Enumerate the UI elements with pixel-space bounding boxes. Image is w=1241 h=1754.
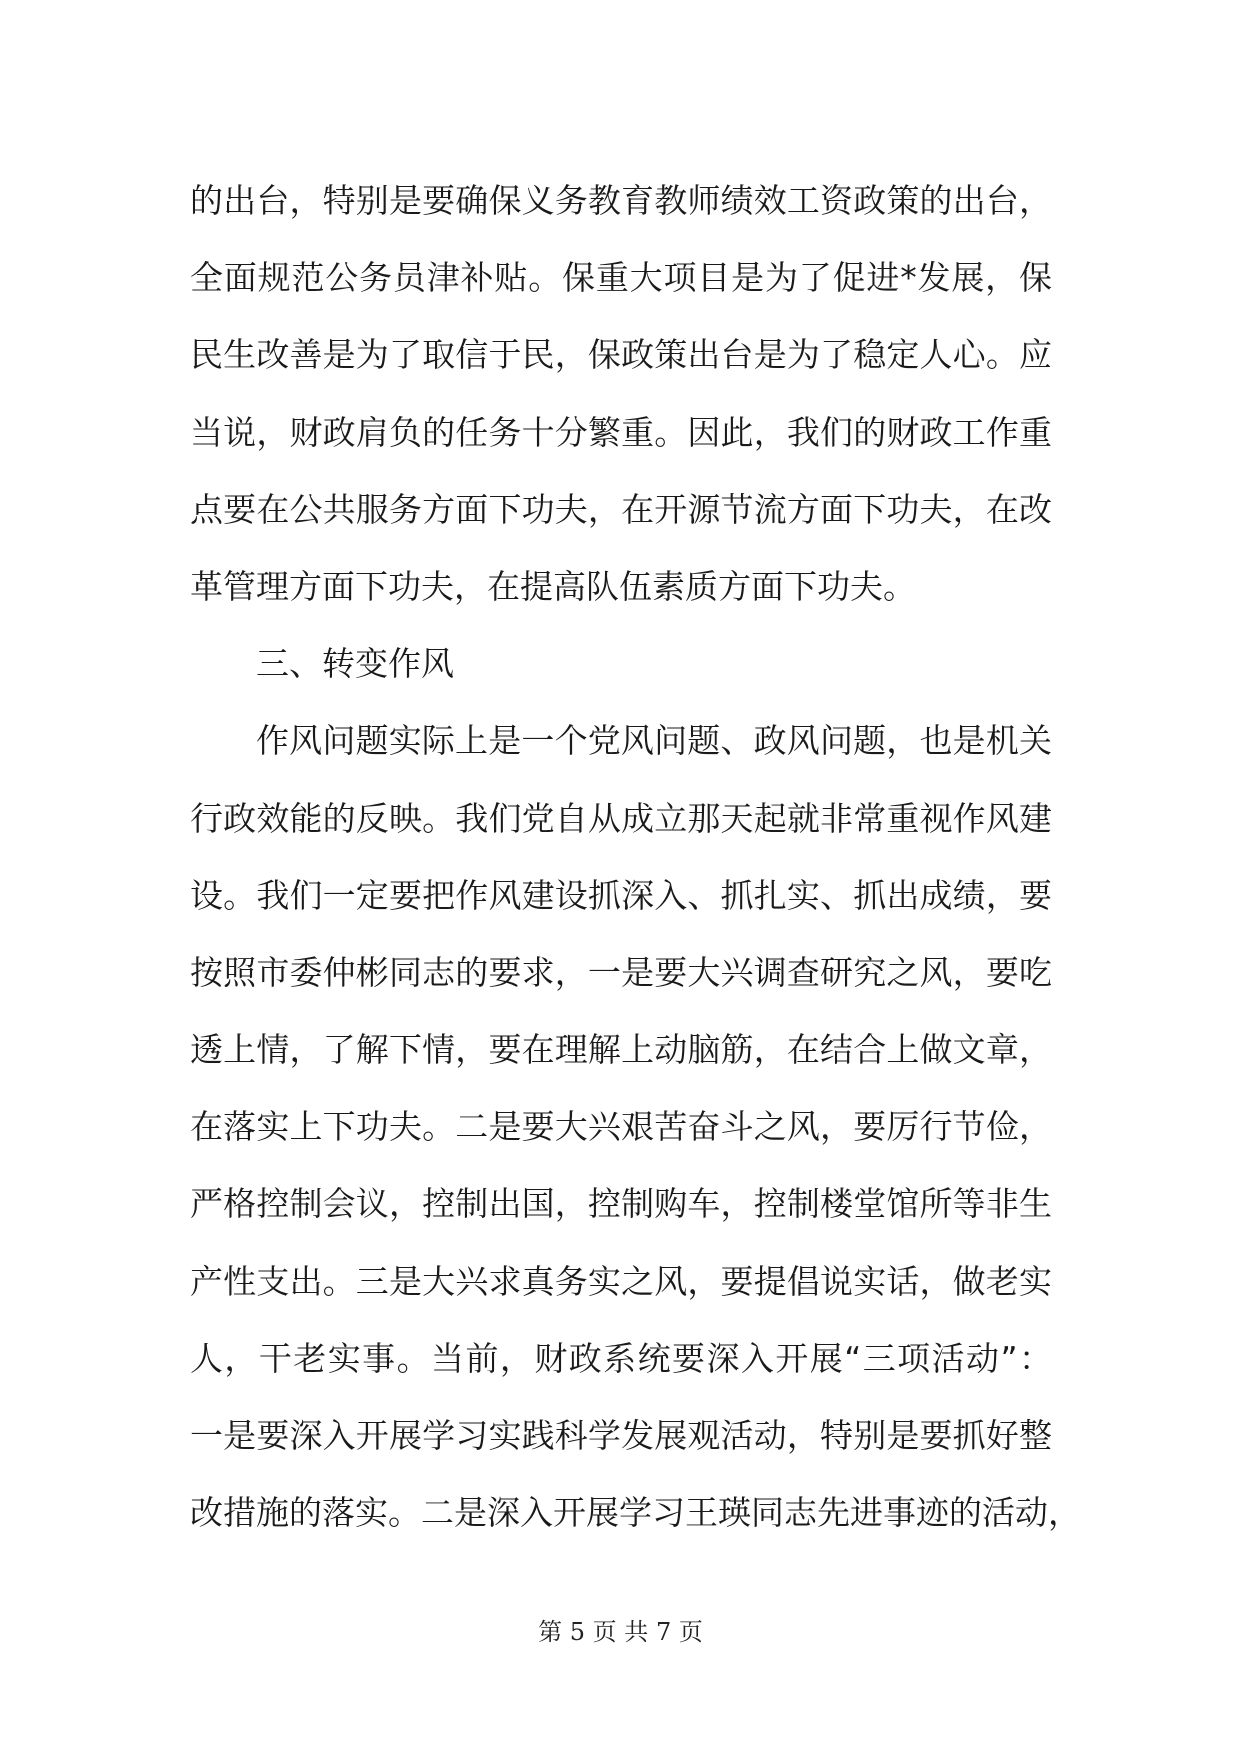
paragraph-line: 作风问题实际上是一个党风问题、政风问题，也是机关 [256, 721, 1052, 761]
paragraph-line: 改措施的落实。二是深入开展学习王瑛同志先进事迹的活动， [190, 1493, 1081, 1533]
paragraph-line: 的出台，特别是要确保义务教育教师绩效工资政策的出台， [190, 181, 1052, 220]
page-number-footer: 第 5 页 共 7 页 [538, 1618, 703, 1646]
paragraph-line: 产性支出。三是大兴求真务实之风，要提倡说实话，做老实 [190, 1261, 1052, 1301]
paragraph-line: 当说，财政肩负的任务十分繁重。因此，我们的财政工作重 [190, 412, 1052, 452]
paragraph-line: 在落实上下功夫。二是要大兴艰苦奋斗之风，要厉行节俭， [190, 1107, 1052, 1147]
paragraph-line: 革管理方面下功夫，在提高队伍素质方面下功夫。 [190, 566, 916, 606]
paragraph-line: 行政效能的反映。我们党自从成立那天起就非常重视作风建 [190, 798, 1052, 838]
section-heading: 三、转变作风 [256, 644, 454, 684]
document-body [190, 162, 1081, 1551]
paragraph-line: 人，干老实事。当前，财政系统要深入开展“三项活动”： [190, 1338, 1052, 1378]
paragraph-line: 严格控制会议，控制出国，控制购车，控制楼堂馆所等非生 [190, 1184, 1052, 1224]
paragraph-line: 设。我们一定要把作风建设抓深入、抓扎实、抓出成绩，要 [190, 875, 1052, 915]
paragraph-line: 透上情，了解下情，要在理解上动脑筋，在结合上做文章， [190, 1030, 1052, 1070]
paragraph-line: 全面规范公务员津补贴。保重大项目是为了促进*发展，保 [190, 258, 1052, 298]
paragraph-line: 一是要深入开展学习实践科学发展观活动，特别是要抓好整 [190, 1416, 1052, 1455]
paragraph-line: 民生改善是为了取信于民，保政策出台是为了稳定人心。应 [190, 335, 1052, 375]
paragraph-line: 点要在公共服务方面下功夫，在开源节流方面下功夫，在改 [190, 489, 1052, 529]
paragraph-line: 按照市委仲彬同志的要求，一是要大兴调查研究之风，要吃 [190, 952, 1052, 992]
